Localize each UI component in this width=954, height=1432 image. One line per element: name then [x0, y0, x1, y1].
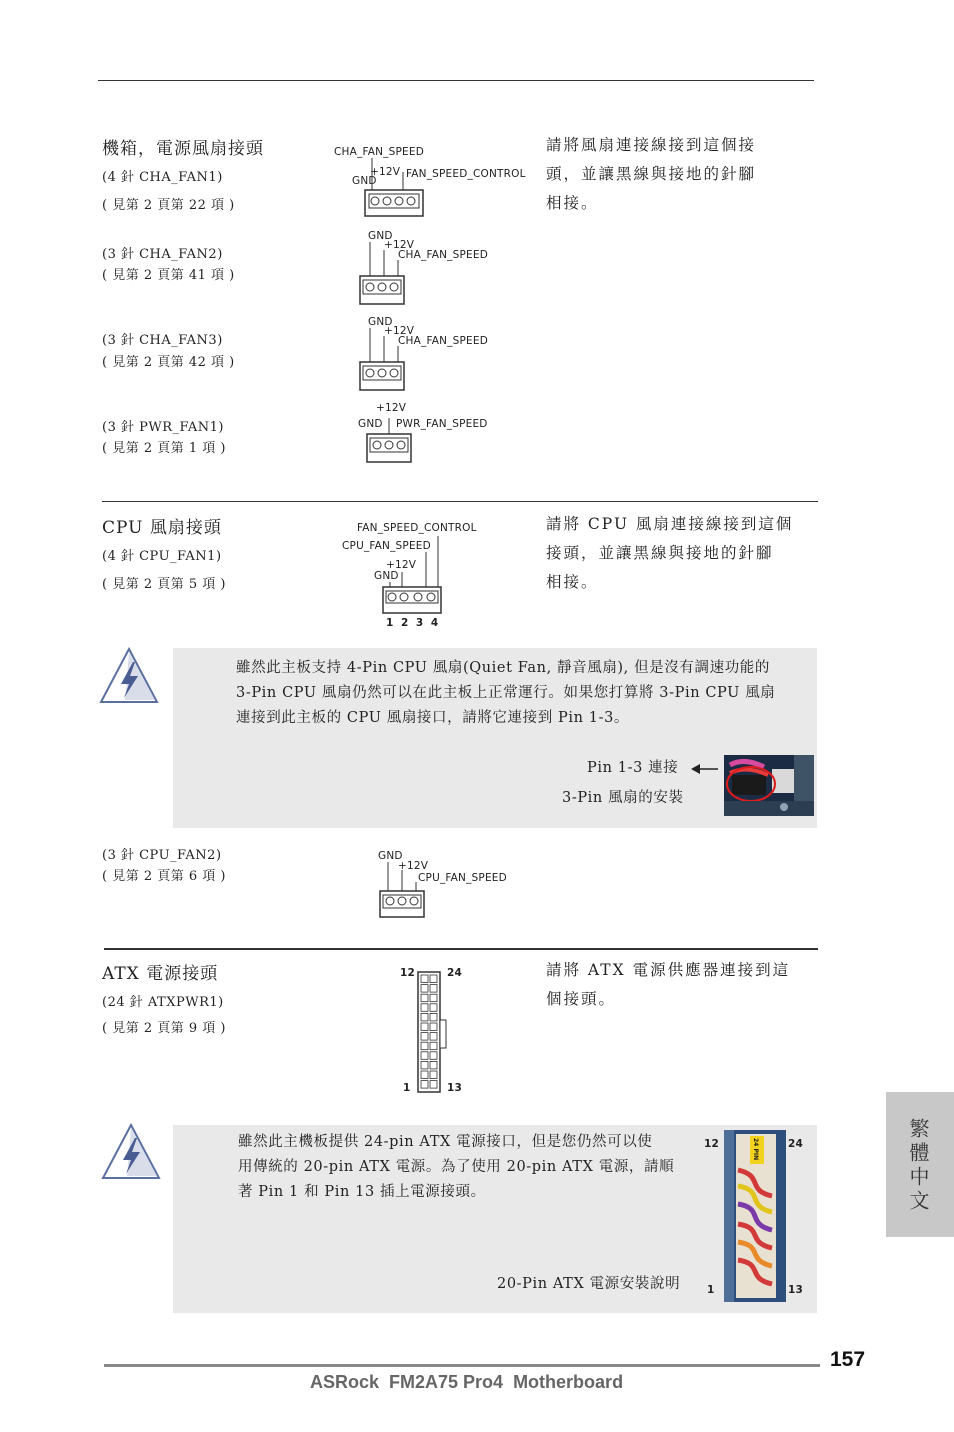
cpu-fan2-pins: (3 針 CPU_FAN2) — [102, 848, 222, 863]
note-line: 著 Pin 1 和 Pin 13 插上電源接頭。 — [238, 1184, 486, 1200]
pin-label: GND — [368, 230, 393, 242]
cha-fan1-ref: ( 見第 2 頁第 22 項 ) — [102, 198, 235, 213]
pin-label: 12 — [400, 967, 416, 979]
note-line: 用傳統的 20-pin ATX 電源。為了使用 20-pin ATX 電源，請順 — [238, 1159, 675, 1175]
cha-fan3-ref: ( 見第 2 頁第 42 項 ) — [102, 355, 235, 370]
atx-pins: (24 針 ATXPWR1) — [102, 995, 224, 1010]
pwr-fan1-ref: ( 見第 2 頁第 1 項 ) — [102, 441, 226, 456]
connector-grid-shape — [396, 962, 476, 1098]
connector-tag: 24 PIN — [752, 1138, 759, 1161]
pin-label: FAN_SPEED_CONTROL — [357, 522, 477, 534]
pwr-fan1-pins: (3 針 PWR_FAN1) — [102, 420, 225, 435]
arrow-left-icon — [690, 762, 720, 776]
pin-label: GND — [368, 316, 393, 328]
pin-label: 24 — [447, 967, 463, 979]
side-tab-label: 繁體中文 — [906, 1118, 930, 1214]
header-3pin-shape — [358, 230, 518, 310]
cpu-fan2-ref: ( 見第 2 頁第 6 項 ) — [102, 869, 226, 884]
cha-fan2-diagram — [358, 230, 518, 310]
cpu-desc-line: 接頭，並讓黑線與接地的針腳 — [546, 544, 774, 562]
cha-desc-line: 請將風扇連接線接到這個接 — [546, 136, 757, 154]
pin-label: CHA_FAN_SPEED — [398, 335, 488, 347]
pin-label: +12V — [398, 860, 429, 872]
cpu-fan-note-text — [236, 656, 816, 731]
cha-desc-line: 相接。 — [546, 194, 599, 212]
pin-label: +12V — [384, 239, 415, 251]
pin-label: 13 — [788, 1284, 804, 1296]
atx-24pin-diagram — [396, 962, 476, 1098]
atx-photo — [700, 1128, 812, 1304]
pin-label: CPU_FAN_SPEED — [418, 872, 507, 884]
cha-fan3-diagram — [358, 316, 518, 396]
cpu-fan1-diagram — [340, 520, 520, 632]
header-4pin-shape — [332, 144, 542, 224]
photo-caption-pin13: Pin 1-3 連接 — [587, 760, 679, 776]
pin-label: +12V — [386, 559, 417, 571]
pin-label: 12 — [704, 1138, 720, 1150]
pin-label: 13 — [447, 1082, 463, 1094]
pin-label: CHA_FAN_SPEED — [398, 249, 488, 261]
note-line: 3-Pin CPU 風扇仍然可以在此主板上正常運行。如果您打算將 3-Pin CPU 風扇 — [236, 685, 776, 701]
cpu-fan1-pins: (4 針 CPU_FAN1) — [102, 549, 222, 564]
fan-install-photo — [724, 755, 814, 816]
cha-fan2-pins: (3 針 CHA_FAN2) — [102, 247, 223, 262]
pwr-fan1-diagram — [356, 402, 516, 468]
section-divider — [102, 501, 818, 502]
pin-label: GND — [378, 850, 403, 862]
pin-label: GND — [352, 175, 377, 187]
cpu-desc-line: 請將 CPU 風扇連接線接到這個 — [546, 515, 794, 533]
pin-label: FAN_SPEED_CONTROL — [406, 168, 526, 180]
section-divider — [104, 948, 818, 950]
pin-label: 24 — [788, 1138, 804, 1150]
atx-ref: ( 見第 2 頁第 9 項 ) — [102, 1021, 226, 1036]
pin-label: CHA_FAN_SPEED — [334, 146, 424, 158]
header-3pin-shape — [358, 316, 518, 396]
cpu-fan-title: CPU 風扇接頭 — [102, 518, 222, 538]
cha-fan-title: 機箱，電源風扇接頭 — [102, 139, 264, 159]
pin-label: +12V — [384, 325, 415, 337]
top-rule — [98, 80, 814, 81]
language-side-tab — [886, 1092, 954, 1237]
header-4pin-shape — [340, 520, 520, 632]
pin-label: +12V — [376, 402, 407, 414]
cha-desc-line: 頭，並讓黑線與接地的針腳 — [546, 165, 757, 183]
atx-photo-caption: 20-Pin ATX 電源安裝說明 — [497, 1276, 681, 1292]
cha-fan1-diagram — [332, 144, 542, 224]
note-line: 雖然此主板支持 4-Pin CPU 風扇(Quiet Fan, 靜音風扇), 但是沒有調速功能的 — [236, 660, 770, 676]
cpu-fan-description — [546, 510, 816, 597]
atx-desc-line: 請將 ATX 電源供應器連接到這 — [546, 961, 791, 979]
header-3pin-shape — [376, 850, 536, 922]
cpu-desc-line: 相接。 — [546, 573, 599, 591]
header-3pin-shape — [356, 402, 516, 468]
pin-label: CPU_FAN_SPEED — [342, 540, 431, 552]
page-number: 157 — [830, 1348, 866, 1371]
warning-icon — [100, 1122, 162, 1182]
cha-fan1-pins: (4 針 CHA_FAN1) — [102, 170, 223, 185]
pin-label: GND — [374, 570, 399, 582]
cha-fan3-pins: (3 針 CHA_FAN3) — [102, 333, 223, 348]
pin-label: GND — [358, 418, 383, 430]
warning-icon — [98, 646, 160, 706]
cpu-fan1-ref: ( 見第 2 頁第 5 項 ) — [102, 577, 226, 592]
pin-numbers: 1 2 3 4 — [386, 617, 441, 629]
footer-title: ASRock FM2A75 Pro4 Motherboard — [310, 1372, 624, 1392]
cpu-fan2-diagram — [376, 850, 536, 922]
photo-caption-3pin: 3-Pin 風扇的安裝 — [562, 790, 684, 806]
atx-desc-line: 個接頭。 — [546, 990, 617, 1008]
atx-description — [546, 956, 816, 1014]
note-line: 雖然此主機板提供 24-pin ATX 電源接口，但是您仍然可以使 — [238, 1134, 653, 1150]
pin-label: 1 — [403, 1082, 411, 1094]
footer-rule — [104, 1364, 820, 1367]
cha-fan-description — [546, 131, 816, 218]
cha-fan2-ref: ( 見第 2 頁第 41 項 ) — [102, 268, 235, 283]
pin-label: +12V — [370, 166, 401, 178]
note-line: 連接到此主板的 CPU 風扇接口，請將它連接到 Pin 1-3。 — [236, 710, 630, 726]
pin-label: PWR_FAN_SPEED — [396, 418, 488, 430]
pin-label: 1 — [707, 1284, 715, 1296]
atx-note-text — [238, 1130, 708, 1205]
atx-title: ATX 電源接頭 — [102, 964, 219, 984]
